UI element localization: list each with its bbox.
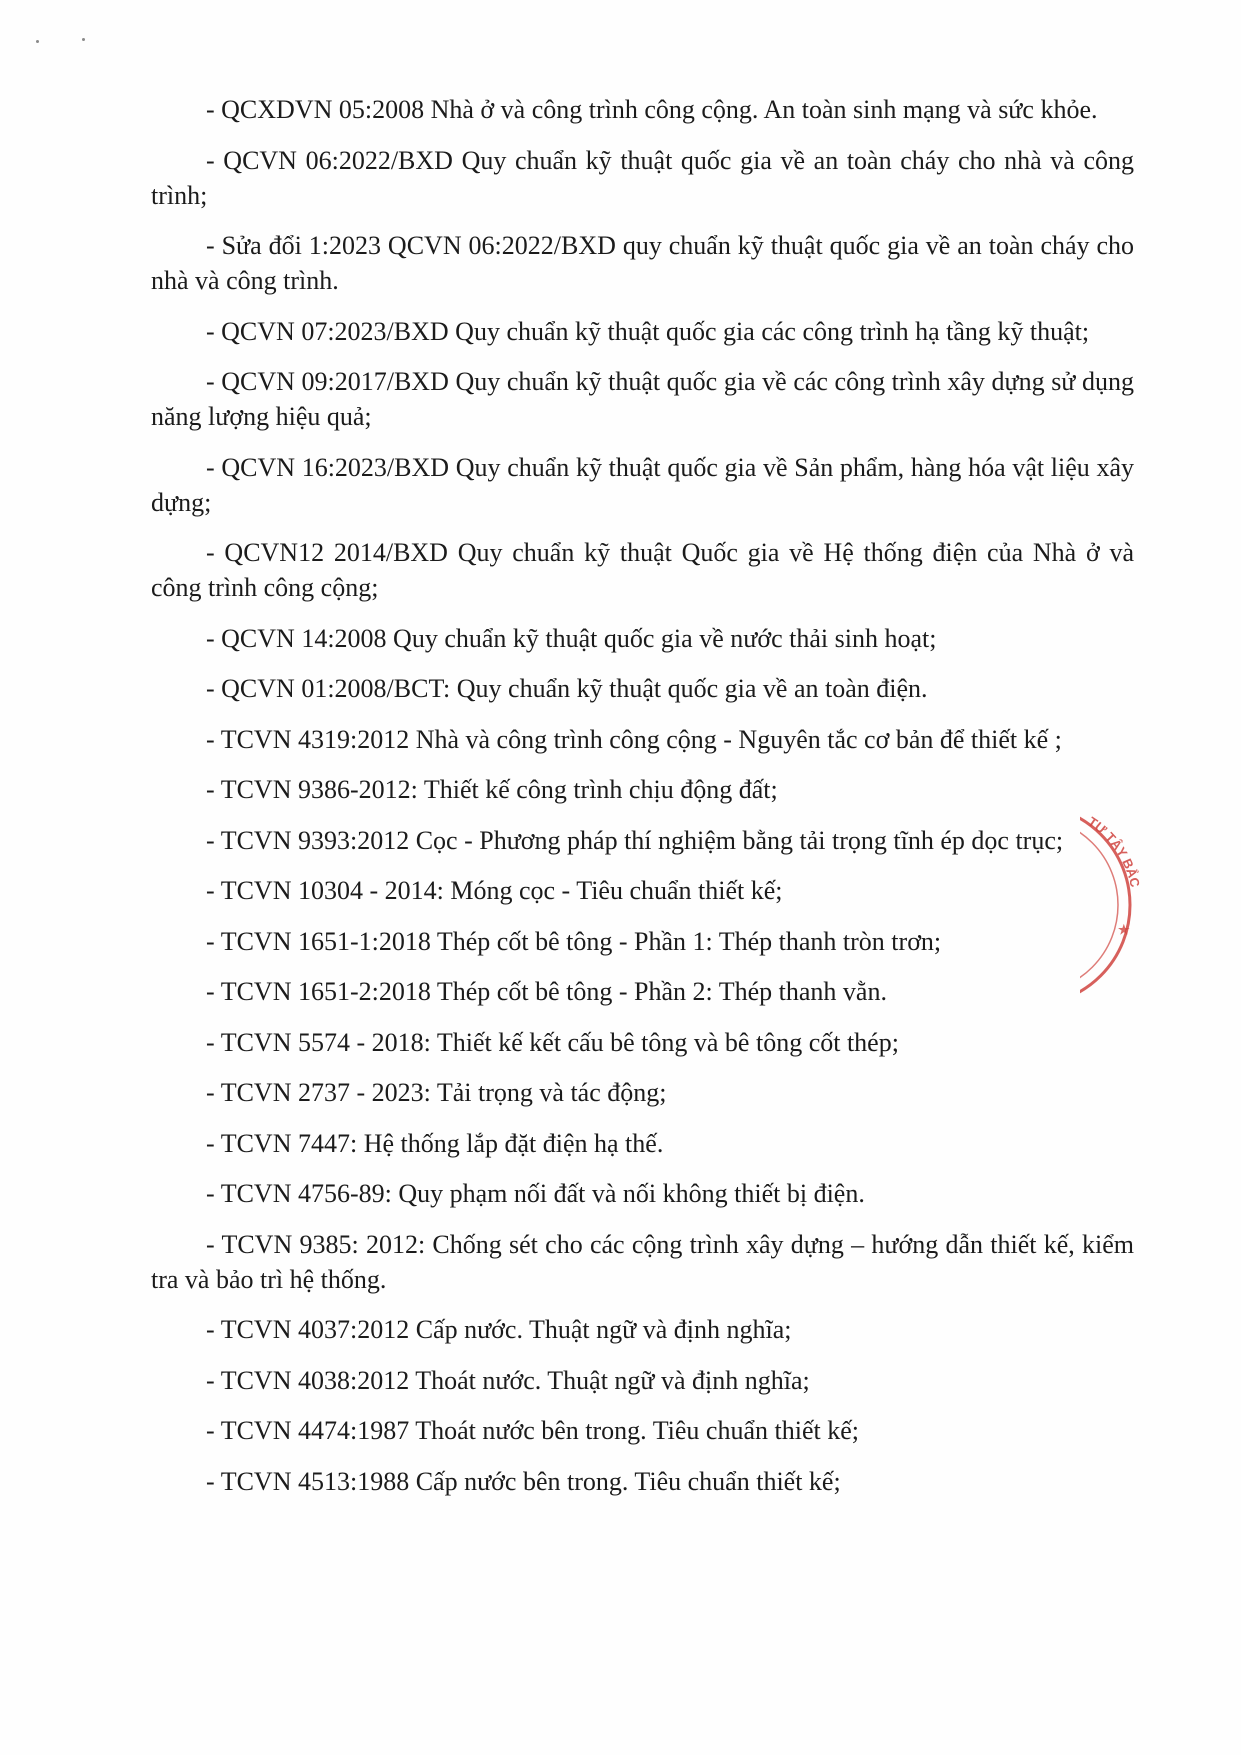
scan-speck [82, 38, 85, 41]
seal-text: TƯ TÂY BẮC [1085, 813, 1143, 889]
list-item: - QCVN12 2014/BXD Quy chuẩn kỹ thuật Quốc gia về Hệ thống điện của Nhà ở và công trình công cộng; [151, 538, 1134, 602]
list-item: - TCVN 9385: 2012: Chống sét cho các cộng trình xây dựng – hướng dẫn thiết kế, kiểm tra và bảo trì hệ thống. [151, 1229, 1134, 1294]
list-item: - QCVN 07:2023/BXD Quy chuẩn kỹ thuật quốc gia các công trình hạ tầng kỹ thuật; [206, 316, 1090, 346]
list-item: - QCVN 09:2017/BXD Quy chuẩn kỹ thuật quốc gia về các công trình xây dựng sử dụng năng lượng hiệu quả; [151, 367, 1134, 431]
list-item: - TCVN 9393:2012 Cọc - Phương pháp thí nghiệm bằng tải trọng tĩnh ép dọc trục; [206, 825, 1064, 855]
company-seal-stamp [1080, 800, 1160, 1000]
list-item: - TCVN 1651-2:2018 Thép cốt bê tông - Phần 2: Thép thanh vằn. [206, 977, 887, 1006]
list-item: - TCVN 5574 - 2018: Thiết kế kết cấu bê tông và bê tông cốt thép; [206, 1027, 899, 1057]
list-item: - QCVN 06:2022/BXD Quy chuẩn kỹ thuật quốc gia về an toàn cháy cho nhà và công trình; [151, 145, 1134, 210]
list-item: - TCVN 4474:1987 Thoát nước bên trong. Tiêu chuẩn thiết kế; [206, 1416, 859, 1445]
scan-speck [36, 40, 39, 43]
seal-star-icon: ★ [1118, 922, 1130, 937]
list-item: - TCVN 7447: Hệ thống lắp đặt điện hạ thế. [206, 1128, 664, 1158]
list-item: - TCVN 2737 - 2023: Tải trọng và tác động; [206, 1078, 667, 1107]
standards-list [151, 92, 1134, 1514]
list-item: - TCVN 4319:2012 Nhà và công trình công cộng - Nguyên tắc cơ bản để thiết kế ; [206, 724, 1062, 754]
seal-icon [1080, 800, 1160, 1000]
list-item: - QCVN 16:2023/BXD Quy chuẩn kỹ thuật quốc gia về Sản phẩm, hàng hóa vật liệu xây dựng; [151, 452, 1134, 517]
list-item: - TCVN 4513:1988 Cấp nước bên trong. Tiêu chuẩn thiết kế; [206, 1466, 841, 1496]
list-item: - TCVN 4037:2012 Cấp nước. Thuật ngữ và định nghĩa; [206, 1315, 792, 1344]
list-item: - QCVN 14:2008 Quy chuẩn kỹ thuật quốc gia về nước thải sinh hoạt; [206, 623, 937, 653]
list-item: - TCVN 9386-2012: Thiết kế công trình chịu động đất; [206, 775, 778, 804]
list-item: - TCVN 4756-89: Quy phạm nối đất và nối không thiết bị điện. [206, 1179, 865, 1208]
list-item: - TCVN 4038:2012 Thoát nước. Thuật ngữ và định nghĩa; [206, 1365, 810, 1395]
list-item: - TCVN 10304 - 2014: Móng cọc - Tiêu chuẩn thiết kế; [206, 876, 783, 905]
list-item: - TCVN 1651-1:2018 Thép cốt bê tông - Phần 1: Thép thanh tròn trơn; [206, 926, 942, 956]
list-item: - QCVN 01:2008/BCT: Quy chuẩn kỹ thuật quốc gia về an toàn điện. [206, 674, 928, 703]
list-item: - Sửa đổi 1:2023 QCVN 06:2022/BXD quy chuẩn kỹ thuật quốc gia về an toàn cháy cho nhà và công trình. [151, 231, 1134, 295]
list-item: - QCXDVN 05:2008 Nhà ở và công trình công cộng. An toàn sinh mạng và sức khỏe. [206, 95, 1098, 124]
